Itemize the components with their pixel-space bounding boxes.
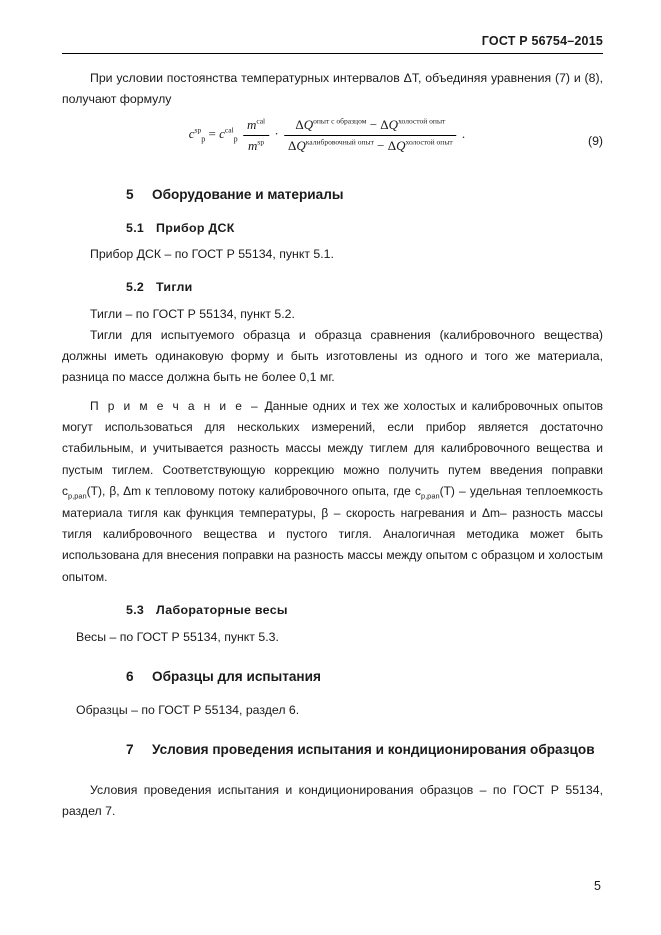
formula-9-row (62, 116, 603, 168)
subsection-5-1-body: Прибор ДСК – по ГОСТ Р 55134, пункт 5.1. (90, 247, 334, 262)
formula-number: (9) (587, 134, 603, 149)
formula-fraction-mass: $\frac{m^{cal}}{m^{sp}}$ (243, 116, 269, 154)
section-6-number: 6 (126, 668, 134, 684)
subsection-5-1-title: Прибор ДСК (156, 220, 235, 235)
note-block (62, 396, 603, 589)
note-sub-2: p,pan (420, 491, 440, 501)
subsection-5-2-title: Тигли (156, 280, 193, 295)
section-heading-6 (62, 667, 603, 687)
section-heading-7 (62, 740, 603, 760)
page-header (62, 34, 603, 51)
subsection-heading-5-2 (62, 278, 603, 297)
note-text-2: (T), β, Δm к тепловому потоку калибровочного опыта, где c (86, 484, 421, 499)
page-number: 5 (594, 879, 601, 893)
subsection-5-1-number: 5.1 (126, 220, 145, 235)
subsection-5-3-body: Весы – по ГОСТ Р 55134, пункт 5.3. (76, 629, 279, 644)
header-divider (62, 53, 603, 54)
section-7-body: Условия проведения испытания и кондиционирования образцов – по ГОСТ Р 55134, раздел 7. (62, 782, 603, 818)
section-5-title: Оборудование и материалы (152, 187, 344, 203)
note-label: П р и м е ч а н и е – (90, 398, 260, 413)
note-text-3: (T) – удельная теплоемкость материала тигля как функция температуры, β – скорость нагревания и Δm– разность массы тигля калибровочного вещества и пустого тигля. Аналогичная методика может быть использована для внесения поправки на разность массы между опытом с образцом и холостым опытом. (62, 484, 603, 584)
section-6-title: Образцы для испытания (152, 668, 321, 684)
section-7-number: 7 (126, 742, 134, 758)
section-heading-5 (62, 185, 603, 205)
section-6-body: Образцы – по ГОСТ Р 55134, раздел 6. (76, 703, 300, 718)
subsection-heading-5-1 (62, 219, 603, 238)
crucibles-paragraph: Тигли для испытуемого образца и образца сравнения (калибровочного вещества) должны иметь одинаковую форму и быть изготовлены из одного и того же материала, разница по массе должна быть не более 0,1 мг. (62, 328, 603, 385)
subsection-5-2-body: Тигли – по ГОСТ Р 55134, пункт 5.2. (90, 307, 295, 322)
subsection-heading-5-3 (62, 601, 603, 620)
subsection-5-3-title: Лабораторные весы (156, 603, 288, 618)
formula-fraction-heat: $\frac{\Delta Q^{опыт с образцом} - \Delta Q^{холостой опыт}}{\Delta Q^{калибровочный опыт} - \Delta Q^{холостой опыт}}$ (284, 116, 457, 154)
section-5-number: 5 (126, 187, 134, 203)
section-7-title: Условия проведения испытания и кондиционирования образцов (152, 742, 595, 758)
subsection-5-3-number: 5.3 (126, 603, 145, 618)
subsection-5-2-number: 5.2 (126, 280, 145, 295)
note-sub-1: p,pan (68, 491, 87, 501)
note-text-1: Данные одних и тех же холостых и калибровочных опытов могут использоваться для нескольких измерений, если прибор является достаточно стабильным, и учитывается разность массы между тиглем для калибровочного вещества и пустым тиглем. Соответствующую коррекцию можно получить путем введения поправки c (62, 398, 603, 499)
intro-paragraph: При условии постоянства температурных интервалов ΔT, объединяя уравнения (7) и (8), получают формулу (62, 71, 603, 107)
standard-id: ГОСТ Р 56754–2015 (481, 34, 603, 48)
formula-9: $c^{sp}_p = c^{cal}_p$ $\frac{m^{cal}}{m^{sp}}$ · $\frac{\Delta Q^{опыт с образцом} - \Delta Q^{холостой опыт}}{\Delta Q^{калибровочный опыт} - \Delta Q^{холостой опыт}}$ . (188, 116, 466, 153)
